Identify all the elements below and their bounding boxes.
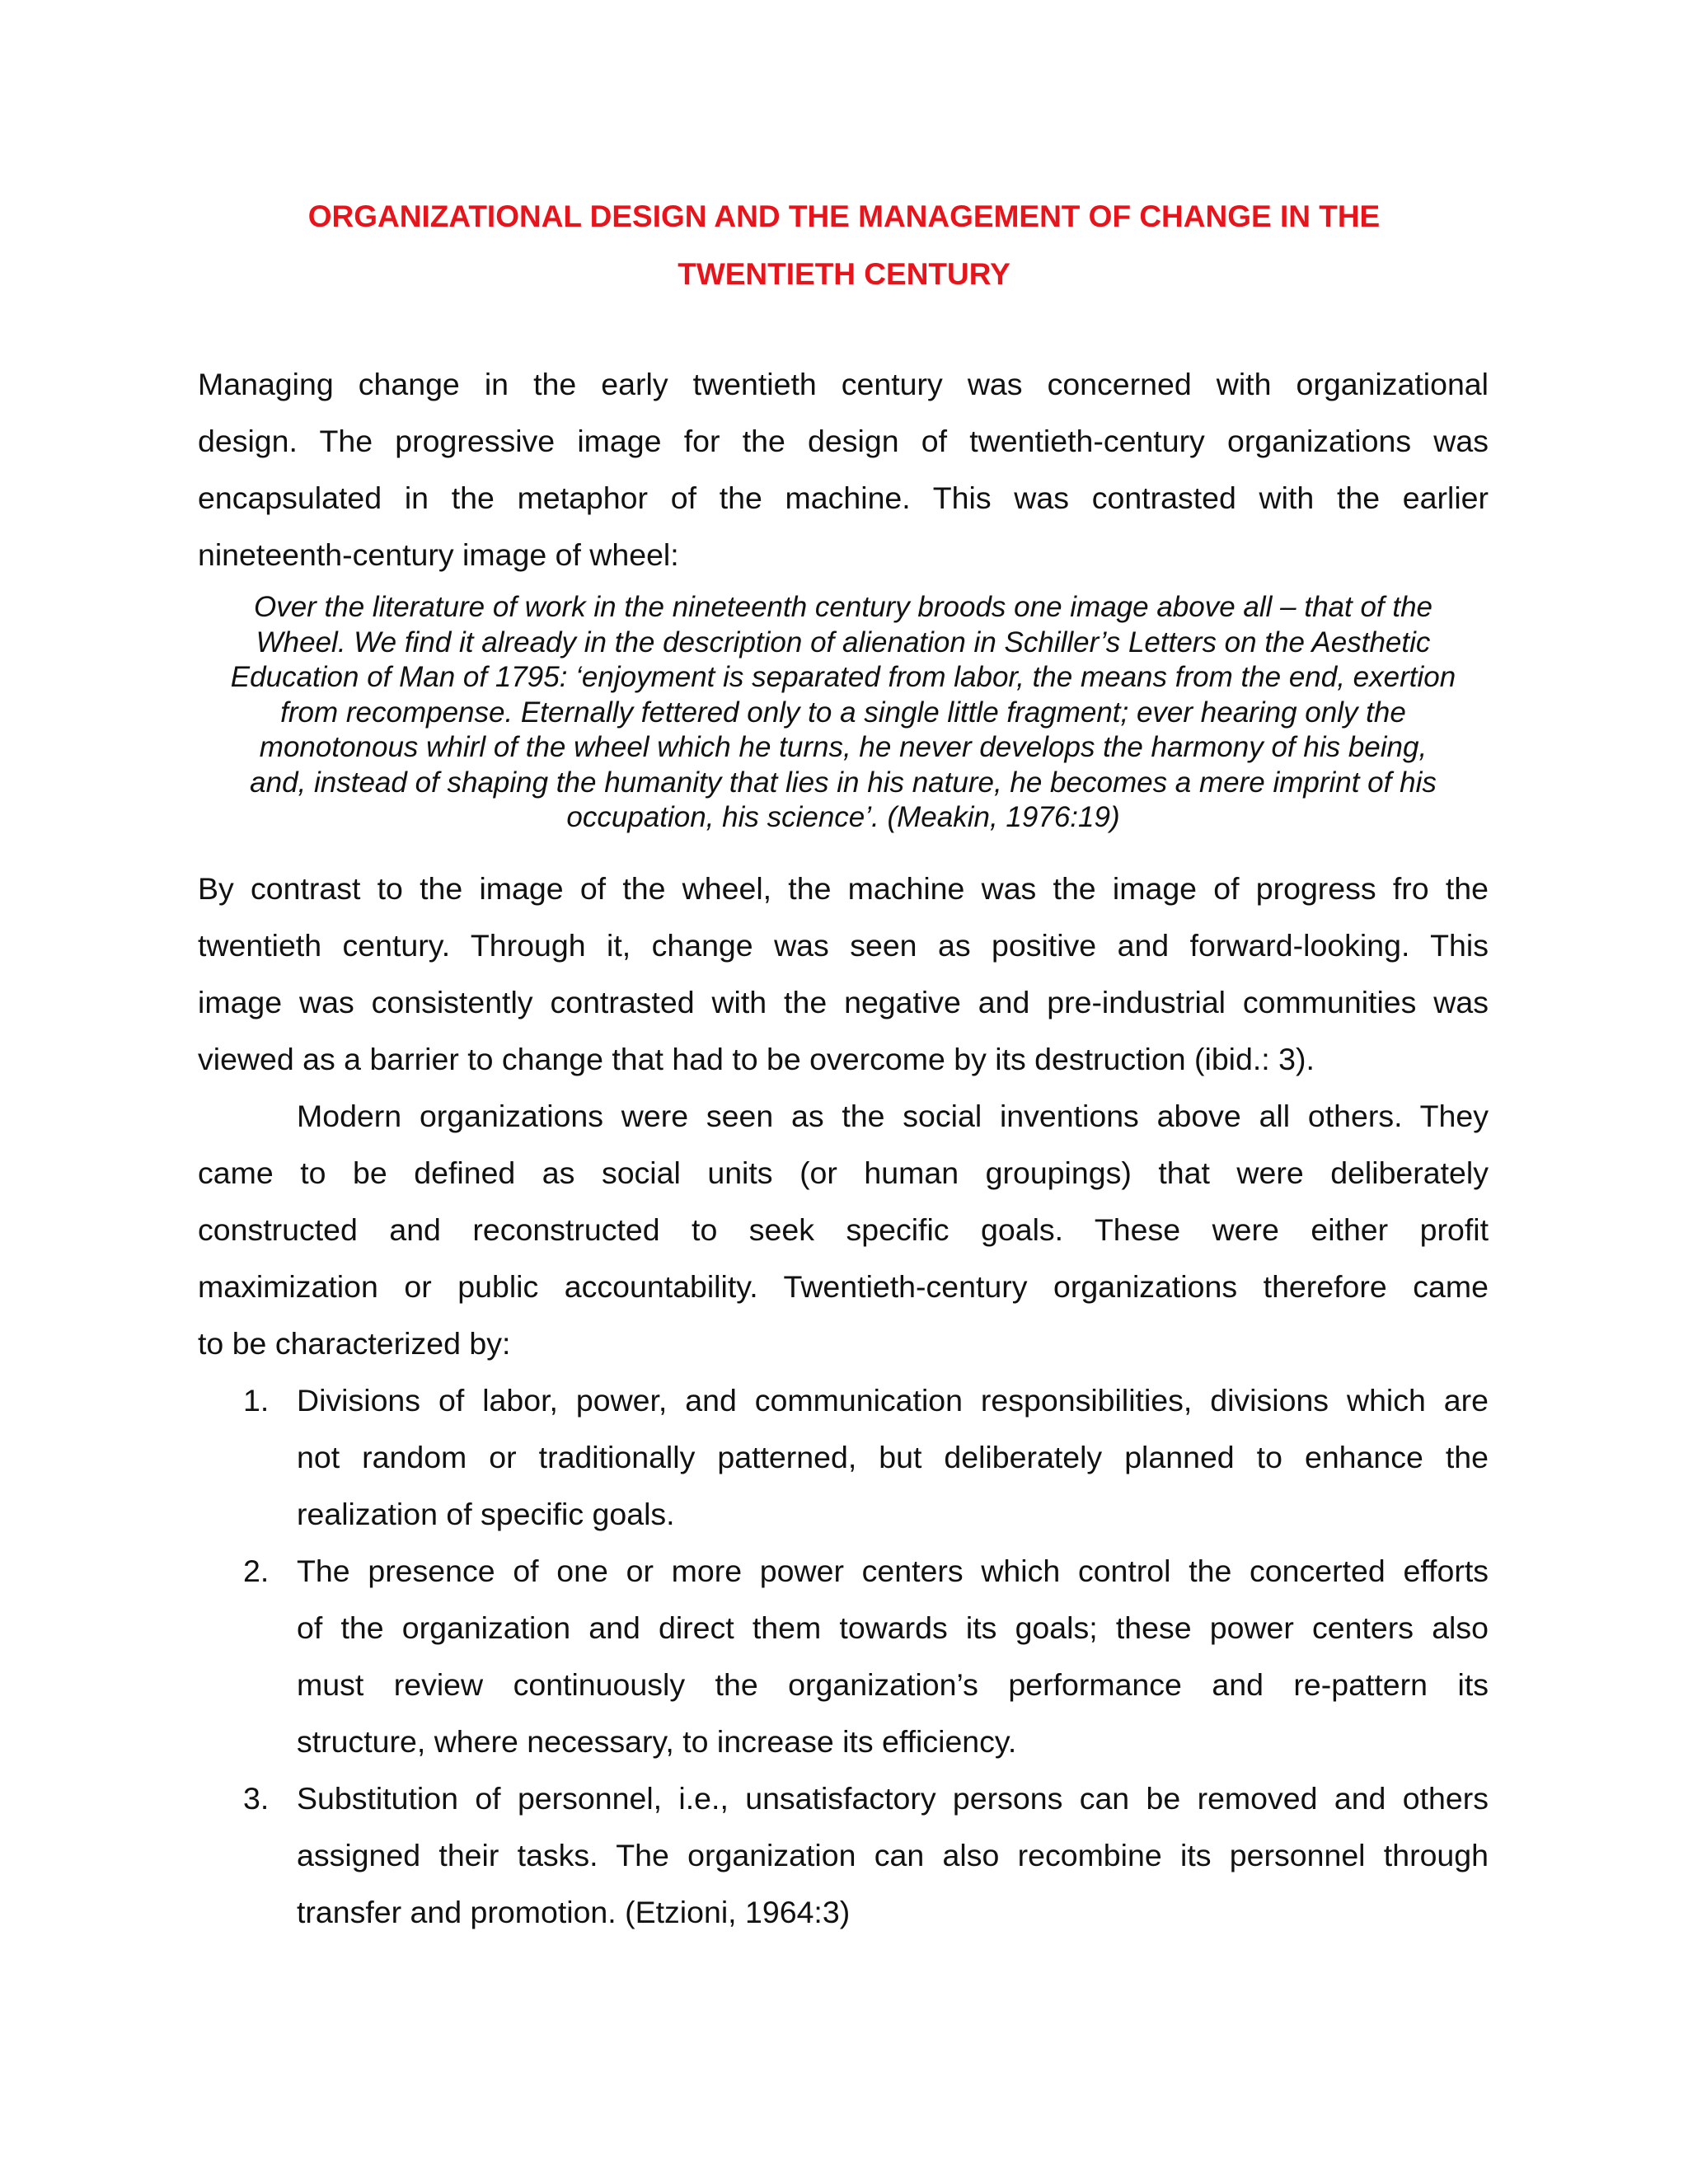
paragraph-line: Modern organizations were seen as the social inventions above all others. They bbox=[297, 1099, 1489, 1133]
quote-line: Over the literature of work in the nineteenth century broods one image above all – that of the bbox=[253, 591, 1433, 623]
block-quote bbox=[198, 590, 1489, 836]
list-line: Divisions of labor, power, and communication responsibilities, divisions which are bbox=[297, 1383, 1489, 1418]
list-item bbox=[198, 1543, 1489, 1770]
document-title-line-2: TWENTIETH CENTURY bbox=[678, 257, 1010, 291]
list-number: 3. bbox=[243, 1781, 270, 1816]
list-item bbox=[198, 1770, 1489, 1941]
paragraph-line: design. The progressive image for the design of twentieth-century organizations was bbox=[198, 424, 1489, 458]
paragraph-line: maximization or public accountability. Twentieth-century organizations therefore came bbox=[198, 1269, 1489, 1304]
paragraph-line: nineteenth-century image of wheel: bbox=[198, 537, 679, 572]
quote-line: occupation, his science’. (Meakin, 1976:19) bbox=[566, 801, 1120, 833]
paragraph-line: to be characterized by: bbox=[198, 1326, 511, 1361]
quote-line: from recompense. Eternally fettered only to a single little fragment; ever hearing only the bbox=[280, 696, 1406, 729]
list-item-text bbox=[297, 1770, 1489, 1941]
paragraph-contrast bbox=[198, 860, 1489, 1088]
list-line: of the organization and direct them towards its goals; these power centers also bbox=[297, 1610, 1489, 1645]
paragraph-line: constructed and reconstructed to seek specific goals. These were either profit bbox=[198, 1212, 1489, 1247]
list-number: 1. bbox=[243, 1383, 270, 1418]
document-title-line-1: ORGANIZATIONAL DESIGN AND THE MANAGEMENT OF CHANGE IN THE bbox=[307, 199, 1381, 233]
paragraph-line: image was consistently contrasted with the negative and pre-industrial communities was bbox=[198, 985, 1489, 1019]
paragraph-line: encapsulated in the metaphor of the machine. This was contrasted with the earlier bbox=[198, 480, 1489, 515]
list-line: transfer and promotion. (Etzioni, 1964:3) bbox=[297, 1895, 851, 1929]
paragraph-line: twentieth century. Through it, change was seen as positive and forward-looking. This bbox=[198, 928, 1489, 963]
list-line: assigned their tasks. The organization can also recombine its personnel through bbox=[297, 1838, 1489, 1872]
list-line: not random or traditionally patterned, but deliberately planned to enhance the bbox=[297, 1440, 1489, 1474]
paragraph-modern-organizations bbox=[198, 1088, 1489, 1372]
list-line: Substitution of personnel, i.e., unsatisfactory persons can be removed and others bbox=[297, 1781, 1489, 1816]
list-item bbox=[198, 1372, 1489, 1543]
list-item-text bbox=[297, 1372, 1489, 1543]
list-line: realization of specific goals. bbox=[297, 1497, 675, 1531]
quote-line: Wheel. We find it already in the description of alienation in Schiller’s Letters on the Aesthetic bbox=[256, 626, 1431, 658]
quote-line: Education of Man of 1795: ‘enjoyment is separated from labor, the means from the end, exertion bbox=[230, 661, 1456, 693]
paragraph-intro bbox=[198, 356, 1489, 583]
list-line: must review continuously the organization’s performance and re-pattern its bbox=[297, 1667, 1489, 1702]
list-line: The presence of one or more power centers which control the concerted efforts bbox=[297, 1554, 1489, 1588]
quote-line: and, instead of shaping the humanity that lies in his nature, he becomes a mere imprint of his bbox=[250, 766, 1437, 799]
quote-line: monotonous whirl of the wheel which he turns, he never develops the harmony of his being, bbox=[259, 731, 1428, 763]
list-item-text bbox=[297, 1543, 1489, 1770]
paragraph-line: By contrast to the image of the wheel, the machine was the image of progress fro the bbox=[198, 871, 1489, 906]
list-number: 2. bbox=[243, 1554, 270, 1588]
list-line: structure, where necessary, to increase its efficiency. bbox=[297, 1724, 1017, 1759]
paragraph-line: viewed as a barrier to change that had to be overcome by its destruction (ibid.: 3). bbox=[198, 1042, 1315, 1076]
paragraph-line: came to be defined as social units (or human groupings) that were deliberately bbox=[198, 1155, 1489, 1190]
paragraph-line: Managing change in the early twentieth century was concerned with organizational bbox=[198, 367, 1489, 401]
